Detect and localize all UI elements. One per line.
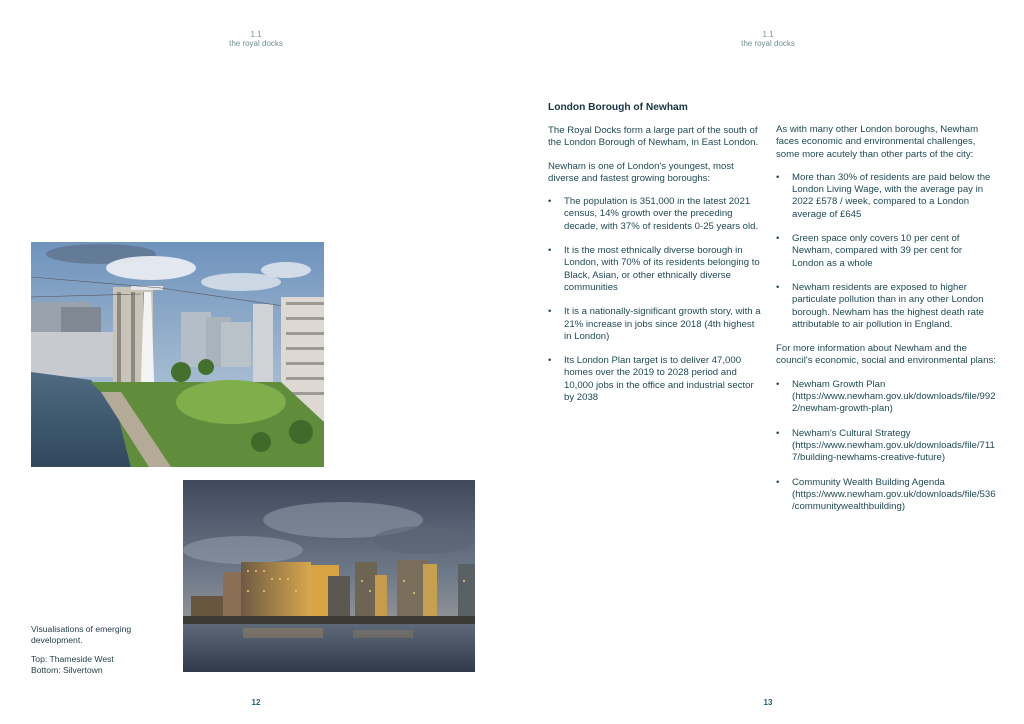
link-item[interactable] [776,477,996,514]
section-heading: London Borough of Newham [548,102,688,113]
list-item: • Its London Plan target is to deliver 47,000 homes over the 2019 to 2028 period and 10,000 jobs in the office and industrial sector by 2038 [548,355,754,404]
list-item: • The population is 351,000 in the latest 2021 census, 14% growth over the preceding decade, with 37% of residents 0-25 years old. [548,196,759,232]
challenges-intro: As with many other London boroughs, Newham faces economic and environmental challenges, some more acutely than other parts of the city: [776,124,979,160]
running-head-left [0,30,512,48]
bullet-icon: • [548,196,552,208]
list-item: • It is a nationally-significant growth story, with a 21% increase in jobs since 2018 (4th highest in London) [548,306,761,342]
cultural-strategy-link[interactable]: Newham's Cultural Strategy (https://www.newham.gov.uk/downloads/file/7117/building-newhams-creative-future) [792,427,995,464]
image-caption [31,624,171,676]
silvertown-image [183,480,475,672]
intro-paragraph-2: Newham is one of London's youngest, most diverse and fastest growing boroughs: [548,160,734,184]
page-number-left: 12 [251,698,261,707]
caption-bottom: Bottom: Silvertown [31,665,103,675]
text-column-2 [776,124,996,525]
list-item: • It is the most ethnically diverse borough in London, with 70% of its residents belonging to Black, Asian, or other ethnically diverse communities [548,245,760,293]
caption-top: Top: Thameside West [31,654,114,664]
growth-plan-link[interactable]: Newham Growth Plan (https://www.newham.gov.uk/downloads/file/9922/newham-growth-plan) [792,378,996,415]
intro-paragraph-1: The Royal Docks form a large part of the south of the London Borough of Newham, in East London. [548,125,759,149]
list-item: • Green space only covers 10 per cent of Newham, compared with 39 per cent for London as a whole [776,233,963,269]
thameside-west-image [31,242,324,467]
bullet-icon: • [776,427,780,439]
caption-description: Visualisations of emerging development. [31,624,132,645]
list-item: • Newham residents are exposed to higher particulate pollution than in any other London borough. Newham has the highest death rate attributable to air pollution in England. [776,281,985,330]
links-list [776,379,996,514]
community-wealth-link[interactable]: Community Wealth Building Agenda (https://www.newham.gov.uk/downloads/file/536/communitywealthbuilding) [792,476,996,513]
bullet-icon: • [776,378,780,390]
text-column-1 [548,101,763,416]
section-number: 1.1 [250,30,262,39]
challenges-list [776,172,996,331]
list-item: • More than 30% of residents are paid below the London Living Wage, with the average pay in 2022 £578 / week, compared to a London average of £645 [776,171,991,220]
page-number-right: 13 [763,698,773,707]
facts-list [548,196,763,404]
section-title: the royal docks [229,39,283,48]
more-info-paragraph: For more information about Newham and the council's economic, social and environmental plans: [776,343,996,367]
link-item[interactable] [776,428,996,465]
section-number: 1.1 [762,30,774,39]
bullet-icon: • [776,233,780,245]
bullet-icon: • [776,476,780,488]
link-item[interactable] [776,379,996,416]
running-head-right [512,30,1024,48]
bullet-icon: • [548,245,552,257]
bullet-icon: • [776,281,780,293]
bullet-icon: • [548,306,552,318]
bullet-icon: • [776,171,780,183]
bullet-icon: • [548,355,552,367]
section-title: the royal docks [741,39,795,48]
